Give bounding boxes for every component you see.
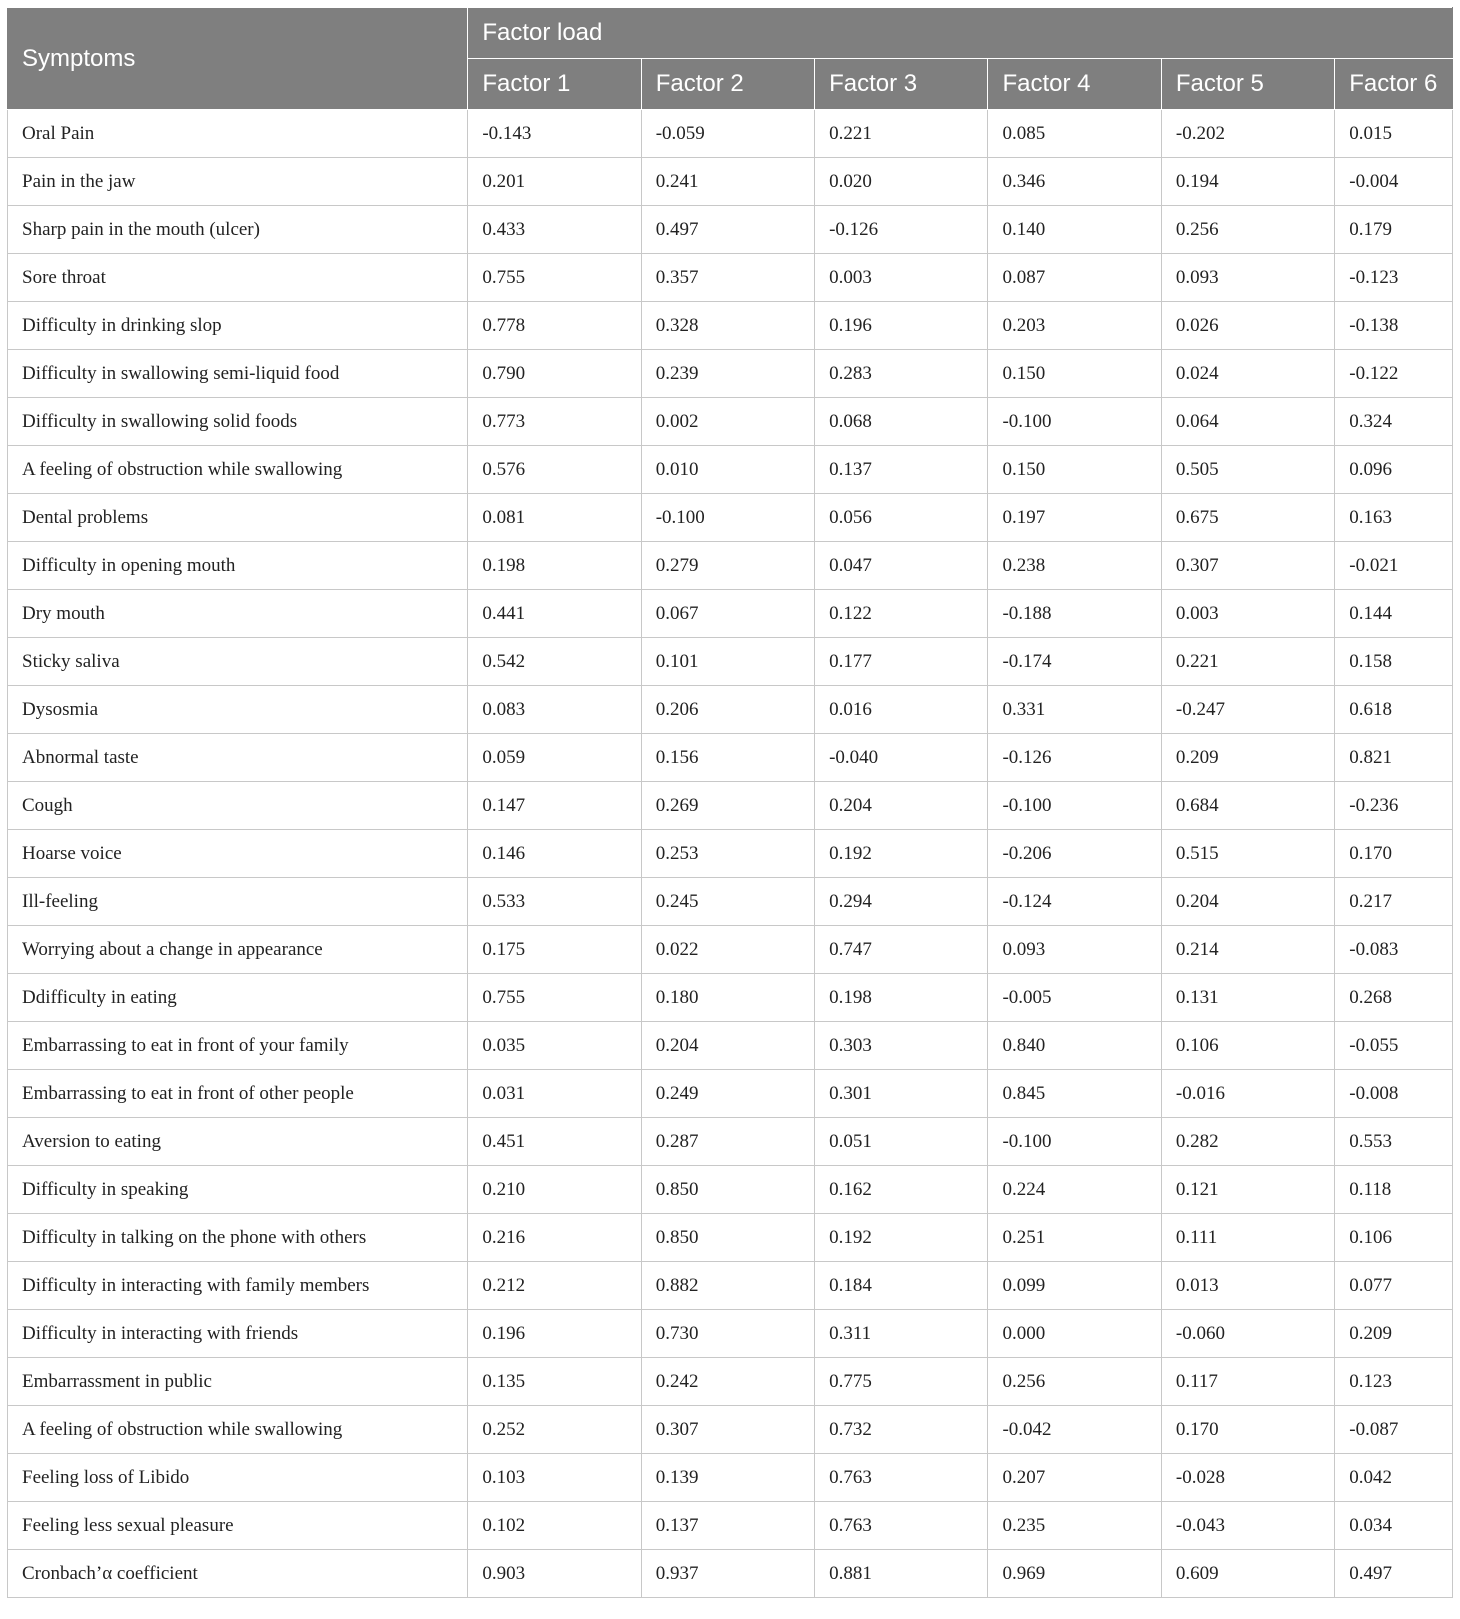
factor-1-value: 0.773 [468,398,641,446]
factor-6-value: 0.096 [1335,446,1453,494]
factor-5-value: 0.307 [1161,542,1334,590]
factor-6-value: -0.021 [1335,542,1453,590]
factor-2-value: 0.156 [641,734,814,782]
factor-5-value: 0.515 [1161,830,1334,878]
factor-2-value: 0.269 [641,782,814,830]
factor-6-value: 0.209 [1335,1310,1453,1358]
factor-3-header: Factor 3 [815,59,988,110]
factor-1-value: 0.198 [468,542,641,590]
table-row [8,638,1453,686]
factor-3-value: 0.003 [815,254,988,302]
symptom-cell: Feeling loss of Libido [8,1454,468,1502]
factor-2-value: 0.850 [641,1214,814,1262]
symptom-cell: Difficulty in swallowing semi-liquid food [8,350,468,398]
table-row [8,1550,1453,1598]
factor-4-value: 0.140 [988,206,1161,254]
factor-1-value: 0.451 [468,1118,641,1166]
factor-6-value: -0.008 [1335,1070,1453,1118]
factor-6-value: 0.179 [1335,206,1453,254]
factor-2-value: 0.497 [641,206,814,254]
table-row [8,1166,1453,1214]
factor-2-value: 0.239 [641,350,814,398]
factor-3-value: 0.881 [815,1550,988,1598]
factor-2-value: -0.100 [641,494,814,542]
factor-5-value: -0.060 [1161,1310,1334,1358]
factor-4-value: 0.331 [988,686,1161,734]
factor-5-value: 0.209 [1161,734,1334,782]
factor-6-value: 0.268 [1335,974,1453,1022]
factor-4-value: -0.100 [988,782,1161,830]
symptom-cell: Embarrassment in public [8,1358,468,1406]
factor-1-value: 0.576 [468,446,641,494]
factor-1-value: 0.201 [468,158,641,206]
table-header [8,8,1453,110]
factor-1-value: 0.175 [468,926,641,974]
symptom-cell: Embarrassing to eat in front of other people [8,1070,468,1118]
factor-3-value: 0.047 [815,542,988,590]
table-row [8,1022,1453,1070]
factor-4-value: -0.100 [988,398,1161,446]
factor-4-value: 0.256 [988,1358,1161,1406]
factor-2-value: 0.249 [641,1070,814,1118]
factor-6-value: 0.217 [1335,878,1453,926]
factor-4-value: 0.000 [988,1310,1161,1358]
table-row [8,158,1453,206]
factor-4-value: 0.150 [988,350,1161,398]
factor-6-value: 0.324 [1335,398,1453,446]
factor-1-value: 0.216 [468,1214,641,1262]
factor-2-value: 0.357 [641,254,814,302]
factor-5-value: 0.256 [1161,206,1334,254]
factor-2-value: 0.730 [641,1310,814,1358]
symptom-cell: Dysosmia [8,686,468,734]
factor-4-value: 0.150 [988,446,1161,494]
factor-5-value: 0.013 [1161,1262,1334,1310]
factor-6-value: -0.123 [1335,254,1453,302]
table-row [8,446,1453,494]
factor-1-value: 0.081 [468,494,641,542]
factor-4-value: 0.969 [988,1550,1161,1598]
factor-1-value: -0.143 [468,110,641,158]
factor-4-value: 0.087 [988,254,1161,302]
factor-3-value: 0.198 [815,974,988,1022]
factor-2-value: 0.937 [641,1550,814,1598]
factor-1-value: 0.542 [468,638,641,686]
table-row [8,1358,1453,1406]
factor-5-value: 0.609 [1161,1550,1334,1598]
factor-2-value: 0.850 [641,1166,814,1214]
factor-3-value: -0.126 [815,206,988,254]
factor-2-value: 0.002 [641,398,814,446]
symptom-cell: Pain in the jaw [8,158,468,206]
factor-3-value: 0.732 [815,1406,988,1454]
factor-2-value: 0.101 [641,638,814,686]
factor-1-value: 0.196 [468,1310,641,1358]
symptom-cell: Worrying about a change in appearance [8,926,468,974]
factor-6-value: 0.106 [1335,1214,1453,1262]
factor-5-value: -0.202 [1161,110,1334,158]
factor-5-value: -0.043 [1161,1502,1334,1550]
factor-5-value: 0.117 [1161,1358,1334,1406]
factor-4-value: -0.005 [988,974,1161,1022]
factor-6-value: 0.118 [1335,1166,1453,1214]
factor-1-value: 0.778 [468,302,641,350]
factor-3-value: 0.177 [815,638,988,686]
factor-1-value: 0.755 [468,254,641,302]
factor-4-value: -0.126 [988,734,1161,782]
factor-5-value: 0.026 [1161,302,1334,350]
factor-1-value: 0.790 [468,350,641,398]
factor-load-table [7,7,1453,1598]
factor-1-value: 0.083 [468,686,641,734]
factor-1-value: 0.103 [468,1454,641,1502]
symptom-cell: Oral Pain [8,110,468,158]
factor-3-value: 0.122 [815,590,988,638]
factor-3-value: 0.221 [815,110,988,158]
factor-6-value: 0.497 [1335,1550,1453,1598]
symptom-cell: A feeling of obstruction while swallowing [8,446,468,494]
symptom-cell: Difficulty in opening mouth [8,542,468,590]
table-row [8,974,1453,1022]
symptom-cell: Sore throat [8,254,468,302]
factor-2-value: 0.010 [641,446,814,494]
factor-4-value: 0.099 [988,1262,1161,1310]
symptom-cell: Abnormal taste [8,734,468,782]
table-row [8,1406,1453,1454]
factor-6-value: 0.553 [1335,1118,1453,1166]
table-row [8,1070,1453,1118]
factor-3-value: 0.184 [815,1262,988,1310]
factor-2-header: Factor 2 [641,59,814,110]
factor-6-header: Factor 6 [1335,59,1453,110]
symptom-cell: Difficulty in interacting with friends [8,1310,468,1358]
factor-5-value: -0.028 [1161,1454,1334,1502]
factor-2-value: 0.137 [641,1502,814,1550]
symptom-cell: Sticky saliva [8,638,468,686]
factor-6-value: 0.077 [1335,1262,1453,1310]
table-row [8,782,1453,830]
factor-3-value: 0.204 [815,782,988,830]
symptom-cell: Dental problems [8,494,468,542]
factor-6-value: 0.158 [1335,638,1453,686]
factor-6-value: -0.236 [1335,782,1453,830]
factor-4-value: -0.124 [988,878,1161,926]
factor-1-value: 0.533 [468,878,641,926]
factor-3-value: 0.775 [815,1358,988,1406]
factor-2-value: 0.204 [641,1022,814,1070]
factor-5-value: 0.111 [1161,1214,1334,1262]
factor-3-value: 0.192 [815,1214,988,1262]
factor-2-value: 0.882 [641,1262,814,1310]
factor-2-value: -0.059 [641,110,814,158]
factor-2-value: 0.242 [641,1358,814,1406]
factor-5-value: 0.121 [1161,1166,1334,1214]
factor-4-value: 0.197 [988,494,1161,542]
factor-3-value: 0.137 [815,446,988,494]
factor-1-value: 0.135 [468,1358,641,1406]
factor-6-value: 0.042 [1335,1454,1453,1502]
factor-3-value: 0.303 [815,1022,988,1070]
factor-5-value: 0.204 [1161,878,1334,926]
factor-2-value: 0.307 [641,1406,814,1454]
factor-1-value: 0.059 [468,734,641,782]
factor-2-value: 0.067 [641,590,814,638]
symptom-cell: Feeling less sexual pleasure [8,1502,468,1550]
table-row [8,302,1453,350]
factor-5-value: 0.214 [1161,926,1334,974]
symptom-cell: Cough [8,782,468,830]
factor-3-value: -0.040 [815,734,988,782]
factor-2-value: 0.279 [641,542,814,590]
factor-4-value: -0.042 [988,1406,1161,1454]
factor-5-value: -0.247 [1161,686,1334,734]
symptom-cell: Difficulty in interacting with family members [8,1262,468,1310]
factor-6-value: -0.138 [1335,302,1453,350]
factor-5-value: 0.505 [1161,446,1334,494]
factor-1-value: 0.146 [468,830,641,878]
factor-2-value: 0.139 [641,1454,814,1502]
symptom-cell: Hoarse voice [8,830,468,878]
factor-1-value: 0.102 [468,1502,641,1550]
factor-1-value: 0.031 [468,1070,641,1118]
factor-4-value: 0.251 [988,1214,1161,1262]
table-row [8,1454,1453,1502]
factor-4-value: -0.206 [988,830,1161,878]
symptom-cell: Difficulty in drinking slop [8,302,468,350]
factor-5-value: 0.684 [1161,782,1334,830]
factor-4-value: 0.224 [988,1166,1161,1214]
factor-1-value: 0.755 [468,974,641,1022]
factor-6-value: 0.015 [1335,110,1453,158]
factor-5-value: 0.194 [1161,158,1334,206]
factor-6-value: -0.055 [1335,1022,1453,1070]
factor-1-value: 0.212 [468,1262,641,1310]
factor-1-value: 0.035 [468,1022,641,1070]
table-row [8,686,1453,734]
factor-4-value: 0.235 [988,1502,1161,1550]
factor-2-value: 0.241 [641,158,814,206]
factor-2-value: 0.206 [641,686,814,734]
factor-3-value: 0.016 [815,686,988,734]
factor-3-value: 0.283 [815,350,988,398]
factor-6-value: 0.618 [1335,686,1453,734]
factor-5-value: 0.106 [1161,1022,1334,1070]
factor-3-value: 0.763 [815,1454,988,1502]
symptom-cell: Difficulty in talking on the phone with others [8,1214,468,1262]
factor-6-value: -0.083 [1335,926,1453,974]
factor-6-value: 0.144 [1335,590,1453,638]
factor-4-value: 0.207 [988,1454,1161,1502]
table-row [8,398,1453,446]
table-row [8,1262,1453,1310]
factor-3-value: 0.196 [815,302,988,350]
factor-1-header: Factor 1 [468,59,641,110]
symptom-cell: Difficulty in speaking [8,1166,468,1214]
factor-2-value: 0.253 [641,830,814,878]
factor-4-value: 0.845 [988,1070,1161,1118]
factor-1-value: 0.252 [468,1406,641,1454]
factor-5-value: 0.024 [1161,350,1334,398]
factor-5-value: 0.131 [1161,974,1334,1022]
factor-2-value: 0.328 [641,302,814,350]
factor-2-value: 0.022 [641,926,814,974]
factor-2-value: 0.287 [641,1118,814,1166]
factor-6-value: -0.004 [1335,158,1453,206]
factor-3-value: 0.162 [815,1166,988,1214]
factor-6-value: 0.821 [1335,734,1453,782]
factor-3-value: 0.020 [815,158,988,206]
factor-2-value: 0.180 [641,974,814,1022]
table-row [8,542,1453,590]
factor-3-value: 0.051 [815,1118,988,1166]
symptom-cell: Ill-feeling [8,878,468,926]
factor-3-value: 0.311 [815,1310,988,1358]
table-row [8,110,1453,158]
factor-5-value: -0.016 [1161,1070,1334,1118]
table-row [8,1310,1453,1358]
factor-1-value: 0.433 [468,206,641,254]
factor-6-value: 0.123 [1335,1358,1453,1406]
factor-4-value: -0.100 [988,1118,1161,1166]
factor-4-value: -0.174 [988,638,1161,686]
factor-3-value: 0.192 [815,830,988,878]
factor-3-value: 0.056 [815,494,988,542]
symptom-cell: Ddifficulty in eating [8,974,468,1022]
symptom-cell: Dry mouth [8,590,468,638]
table-row [8,206,1453,254]
factor-3-value: 0.294 [815,878,988,926]
factor-3-value: 0.068 [815,398,988,446]
symptom-cell: Embarrassing to eat in front of your family [8,1022,468,1070]
factor-5-header: Factor 5 [1161,59,1334,110]
factor-4-header: Factor 4 [988,59,1161,110]
factor-3-value: 0.763 [815,1502,988,1550]
symptom-cell: Difficulty in swallowing solid foods [8,398,468,446]
factor-4-value: 0.840 [988,1022,1161,1070]
factor-4-value: 0.346 [988,158,1161,206]
factor-4-value: 0.093 [988,926,1161,974]
factor-4-value: -0.188 [988,590,1161,638]
factor-6-value: -0.122 [1335,350,1453,398]
factor-5-value: 0.093 [1161,254,1334,302]
table-row [8,734,1453,782]
factor-3-value: 0.301 [815,1070,988,1118]
factor-5-value: 0.675 [1161,494,1334,542]
symptoms-column-header: Symptoms [8,8,468,110]
symptom-cell: Sharp pain in the mouth (ulcer) [8,206,468,254]
table-row [8,350,1453,398]
factor-3-value: 0.747 [815,926,988,974]
factor-1-value: 0.441 [468,590,641,638]
factor-6-value: 0.170 [1335,830,1453,878]
table-row [8,1118,1453,1166]
symptom-cell: A feeling of obstruction while swallowing [8,1406,468,1454]
table-row [8,494,1453,542]
factor-2-value: 0.245 [641,878,814,926]
factor-6-value: -0.087 [1335,1406,1453,1454]
factor-4-value: 0.085 [988,110,1161,158]
factor-5-value: 0.170 [1161,1406,1334,1454]
table-row [8,1214,1453,1262]
factor-5-value: 0.221 [1161,638,1334,686]
factor-load-group-header: Factor load [468,8,1453,59]
factor-1-value: 0.147 [468,782,641,830]
factor-1-value: 0.903 [468,1550,641,1598]
table-row [8,878,1453,926]
table-row [8,830,1453,878]
factor-5-value: 0.003 [1161,590,1334,638]
symptom-cell: Aversion to eating [8,1118,468,1166]
table-body [8,110,1453,1598]
factor-4-value: 0.203 [988,302,1161,350]
factor-1-value: 0.210 [468,1166,641,1214]
table-row [8,254,1453,302]
factor-6-value: 0.163 [1335,494,1453,542]
table-row [8,590,1453,638]
factor-6-value: 0.034 [1335,1502,1453,1550]
table-row [8,1502,1453,1550]
factor-5-value: 0.064 [1161,398,1334,446]
factor-4-value: 0.238 [988,542,1161,590]
symptom-cell: Cronbach’α coefficient [8,1550,468,1598]
factor-5-value: 0.282 [1161,1118,1334,1166]
table-row [8,926,1453,974]
